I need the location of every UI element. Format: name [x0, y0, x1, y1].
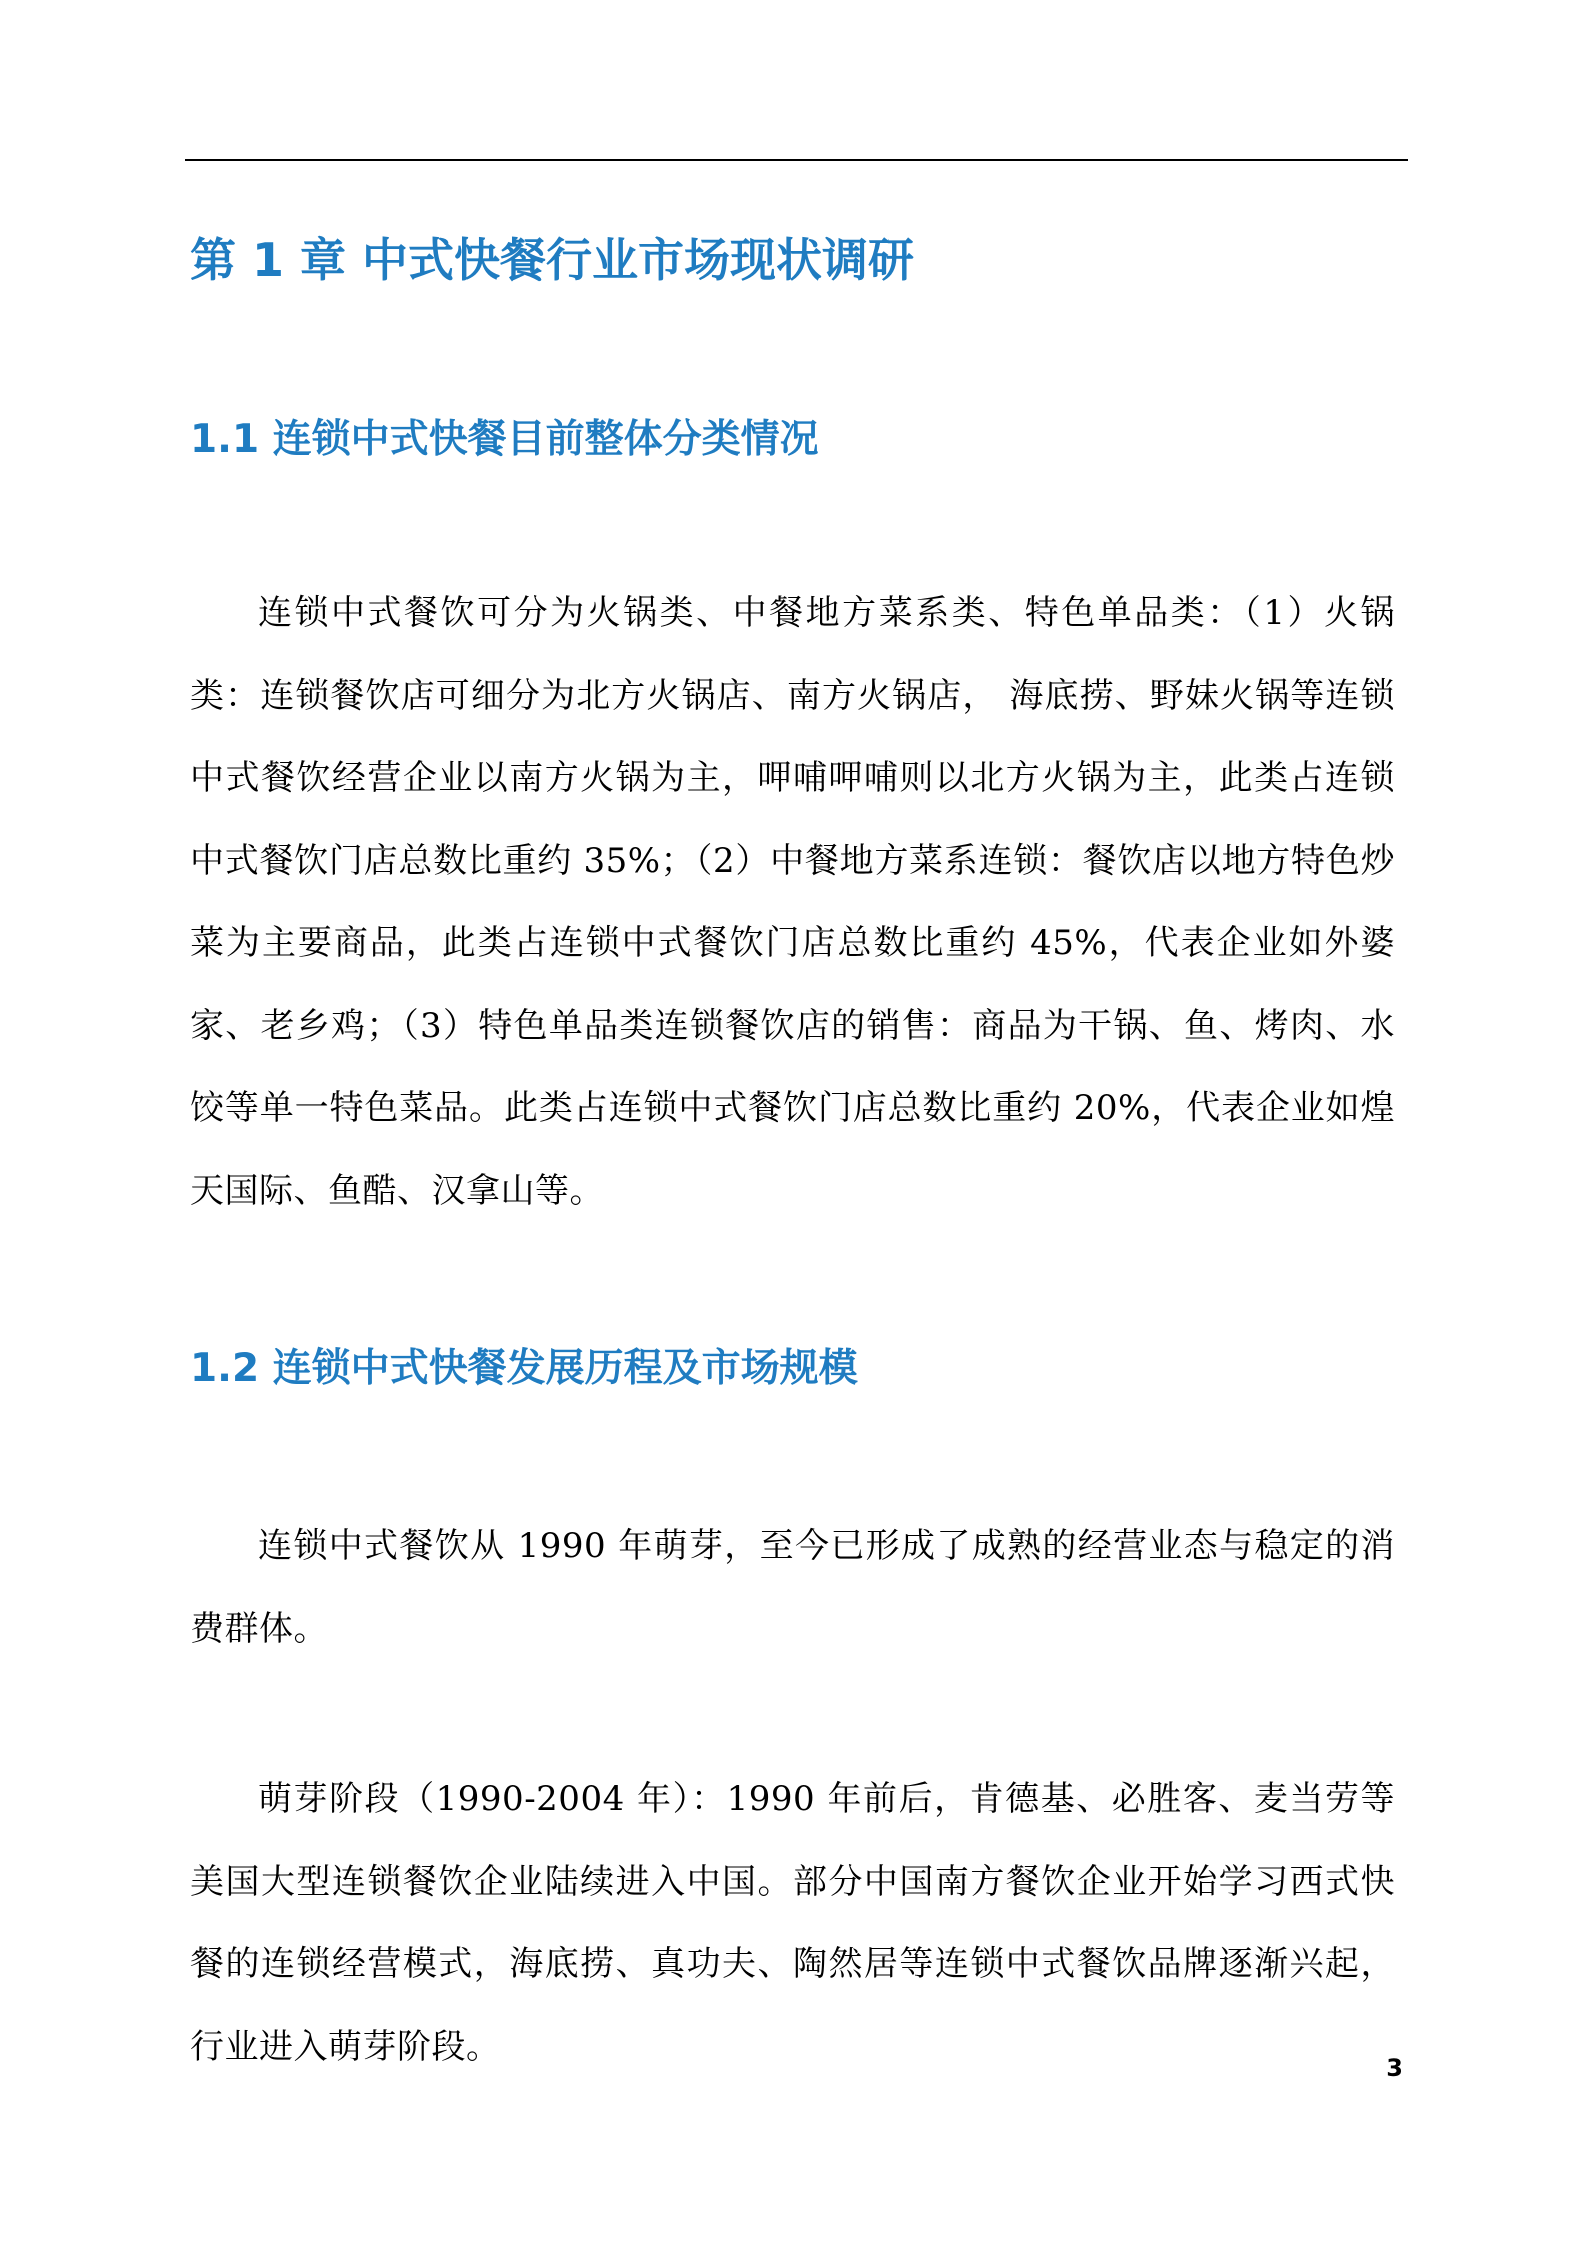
paragraph-sprouting-stage: 萌芽阶段（1990-2004 年）：1990 年前后，肯德基、必胜客、麦当劳等美国大型连锁餐饮企业陆续进入中国。部分中国南方餐饮企业开始学习西式快餐的连锁经营模式，海底捞、真功夫、陶然居等连锁中式餐饮品牌逐渐兴起，行业进入萌芽阶段。 [190, 1779, 1395, 2067]
header-rule [185, 159, 1408, 161]
paragraph-history-intro: 连锁中式餐饮从 1990 年萌芽，至今已形成了成熟的经营业态与稳定的消费群体。 [190, 1526, 1395, 1649]
paragraph-classification: 连锁中式餐饮可分为火锅类、中餐地方菜系类、特色单品类：（1）火锅类：连锁餐饮店可细分为北方火锅店、南方火锅店， 海底捞、野妹火锅等连锁中式餐饮经营企业以南方火锅为主，呷哺呷哺则以北方火锅为主，此类占连锁中式餐饮门店总数比重约 35%；（2）中餐地方菜系连锁：餐饮店以地方特色炒菜为主要商品，此类占连锁中式餐饮门店总数比重约 45%，代表企业如外婆家、老乡鸡；（3）特色单品类连锁餐饮店的销售：商品为干锅、鱼、烤肉、水饺等单一特色菜品。此类占连锁中式餐饮门店总数比重约 20%，代表企业如煌天国际、鱼酷、汉拿山等。 [190, 593, 1395, 1211]
chapter-title: 第 1 章 中式快餐行业市场现状调研 [190, 233, 915, 287]
page-number: 3 [1386, 2054, 1403, 2082]
section-heading-1-1: 1.1 连锁中式快餐目前整体分类情况 [190, 417, 819, 462]
section-heading-1-2: 1.2 连锁中式快餐发展历程及市场规模 [190, 1346, 858, 1391]
